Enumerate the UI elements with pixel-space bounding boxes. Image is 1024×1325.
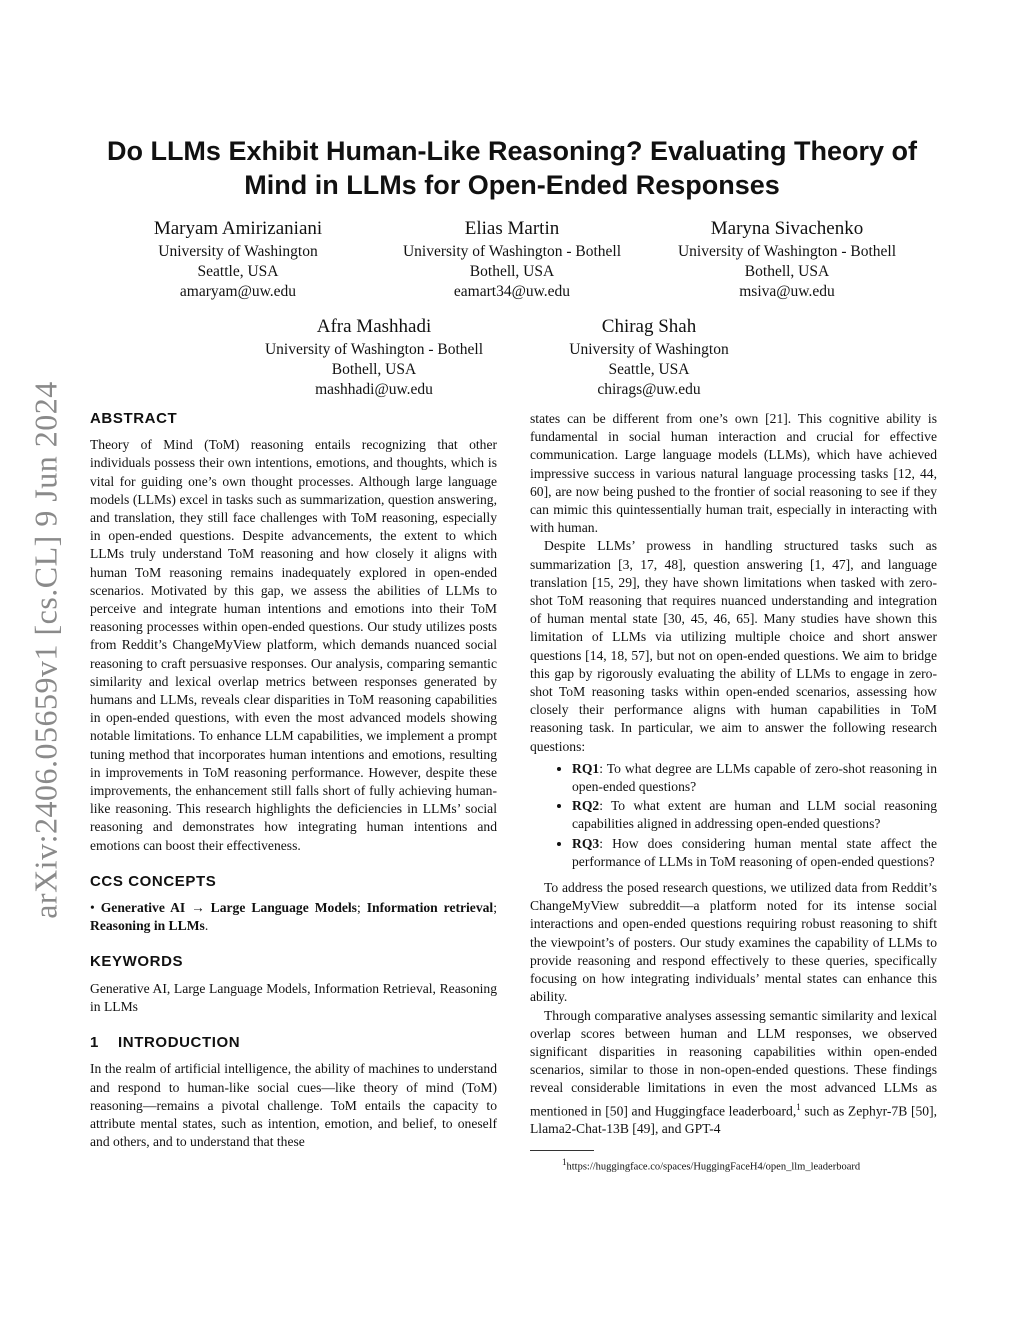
footnote-url: https://huggingface.co/spaces/HuggingFaceH4/open_llm_leaderboard [566,1161,861,1173]
ccs-item: Information retrieval [366,900,494,916]
keywords-heading: KEYWORDS [90,953,184,971]
author-email: msiva@uw.edu [739,283,835,300]
paper-title: Do LLMs Exhibit Human-Like Reasoning? Evaluating Theory of Mind in LLMs for Open-Ended Responses [106,136,918,200]
paragraph-text: Through comparative analyses assessing semantic similarity and lexical overlap scores between human and LLM responses, we observed significant disparities in reasoning capabilities within open-ended scenarios, similar to those in non-open-ended questions. These findings reveal considerable limitations in even the most advanced LLMs as mentioned in [50] and Huggingface leaderboard, [530,1007,937,1119]
intro-paragraph: Despite LLMs’ prowess in handling structured tasks such as summarization [3, 17, 48], question answering [1, 47], and language translation [15, 29], they have shown limitations when tasked with zero-shot ToM reasoning that requires nuanced understanding and integration of human mental state [30, 45, 46, 65]. Many studies have shown this limitation of LLMs via utilizing multiple choice and short answer questions [14, 18, 57], but not on open-ended questions. We aim to bridge this gap by rigorously evaluating the ability of LLMs to engage in zero-shot ToM reasoning tasks within open-ended scenarios, assessing how closely their performance aligns with human capabilities in ToM reasoning task. In particular, we aim to answer the following research questions: [530,538,937,754]
author-affiliation: University of Washington - Bothell [402,243,622,260]
author-location: Seattle, USA [197,263,279,280]
abstract-heading: ABSTRACT [90,410,178,427]
footnote-marker: 1 [796,1101,801,1112]
author-email: amaryam@uw.edu [179,283,297,300]
ccs-end: . [204,918,209,934]
rq-text: : To what extent are human and LLM social reasoning capabilities aligned in addressing open-ended questions? [572,798,937,832]
rq-text: : To what degree are LLMs capable of zero-shot reasoning in open-ended questions? [572,760,937,795]
author-block [108,216,368,302]
author-name: Maryna Sivachenko [710,218,864,239]
paragraph-text: such as Zephyr-7B [50], Llama2-Chat-13B [49], and GPT-4 [530,1103,937,1137]
author-affiliation: University of Washington [158,243,318,260]
rq-label: RQ2 [572,798,600,814]
intro-paragraph: In the realm of artificial intelligence, the ability of machines to understand and respond to human-like social cues—like theory of mind (ToM) reasoning—remains a pivotal challenge. ToM entails the capacity to attribute mental states, such as intention, emotion, and belief, to oneself and others, and to understand that these [90,1061,497,1150]
author-name: Maryam Amirizaniani [153,218,323,239]
footnote-divider [530,1150,594,1151]
research-question [572,835,937,871]
author-block [519,314,779,400]
author-location: Bothell, USA [331,361,417,378]
author-affiliation: University of Washington [569,341,729,358]
author-name: Elias Martin [464,218,560,239]
footnote [530,1155,937,1175]
author-email: mashhadi@uw.edu [315,381,433,398]
ccs-item: Generative AI → Large Language Models [100,900,357,916]
keywords-text: Generative AI, Large Language Models, Information Retrieval, Reasoning in LLMs [90,980,497,1014]
research-question [572,797,937,833]
author-block [657,216,917,302]
abstract-text: Theory of Mind (ToM) reasoning entails recognizing that other individuals possess their own intentions, emotions, and thoughts, which is vital for guiding one’s own thought processes. Although large language models (LLMs) excel in tasks such as summarization, question answering, and translation, they still face challenges with ToM reasoning, especially in open-ended questions. Despite advancements, the extent to which LLMs truly understand ToM reasoning and how closely it aligns with human ToM reasoning remains inadequately explored in open-ended scenarios. Motivated by this gap, we assess the abilities of LLMs to perceive and integrate human intentions and emotions into their ToM reasoning processes within open-ended questions. Our study utilizes posts from Reddit’s ChangeMyView platform, which demands nuanced social reasoning to craft persuasive responses. Our analysis, comparing semantic similarity and lexical overlap metrics between responses generated by humans and LLMs, reveals clear disparities in ToM reasoning capabilities in open-ended questions, with even the most advanced models showing notable limitations. To enhance LLM capabilities, we implement a prompt tuning method that incorporates human intentions and emotions, resulting in improvements in ToM reasoning performance. However, despite these improvements, the enhancement still falls short of fully achieving human-like reasoning. This research highlights the deficiencies in LLMs’ social reasoning and demonstrates how integrating human intentions and emotions can boost their effectiveness. [90,437,497,853]
intro-paragraph-continued: states can be different from one’s own [21]. This cognitive ability is fundamental in social human interaction and crucial for effective communication. Large language models (LLMs), which have achieved impressive success in various natural language processing tasks [12, 44, 60], are now being pushed to the frontier of social reasoning to see if they can mimic this quintessentially human trait, especially in interacting with with human. [530,411,937,536]
intro-paragraph: To address the posed research questions, we utilized data from Reddit’s ChangeMyView subreddit—a platform noted for its intense social interactions and open-ended questions requiring robust reasoning to shift the viewpoint’s of posters. Our study examines the capability of LLMs to provide reasoning and respond effectively to these queries, specifically focusing on how integrating individuals’ mental states can enhance this ability. [530,880,937,1005]
rq-label: RQ1 [572,760,600,776]
ccs-concepts [90,899,497,935]
research-questions-list [530,760,937,871]
author-email: eamart34@uw.edu [453,283,571,300]
author-affiliation: University of Washington - Bothell [677,243,897,260]
author-name: Chirag Shah [601,316,697,337]
ccs-separator: ; [356,900,367,916]
intro-paragraph [530,1007,937,1139]
author-name: Afra Mashhadi [316,316,432,337]
ccs-bullet: • [90,900,95,916]
author-affiliation: University of Washington - Bothell [264,341,484,358]
section-number: 1 [90,1034,99,1052]
ccs-item: Reasoning in LLMs [90,918,205,934]
author-location: Seattle, USA [608,361,690,378]
author-location: Bothell, USA [744,263,830,280]
left-column [90,410,497,1151]
ccs-heading: CCS CONCEPTS [90,872,217,890]
arxiv-identifier: arXiv:2406.05659v1 [cs.CL] 9 Jun 2024 [27,381,64,919]
ccs-separator: ; [493,900,497,916]
arxiv-sidebar-stamp [28,370,64,930]
rq-text: : How does considering human mental state affect the performance of LLMs in ToM reasoning of open-ended questions? [572,835,937,869]
right-column [530,410,937,1175]
section-title: INTRODUCTION [118,1034,241,1052]
author-block [382,216,642,302]
rq-label: RQ3 [572,835,600,851]
footnote-mark: 1 [562,1157,567,1168]
author-block [244,314,504,400]
author-location: Bothell, USA [469,263,555,280]
introduction-heading [90,1034,497,1052]
author-email: chirags@uw.edu [597,381,701,398]
research-question [572,760,937,796]
